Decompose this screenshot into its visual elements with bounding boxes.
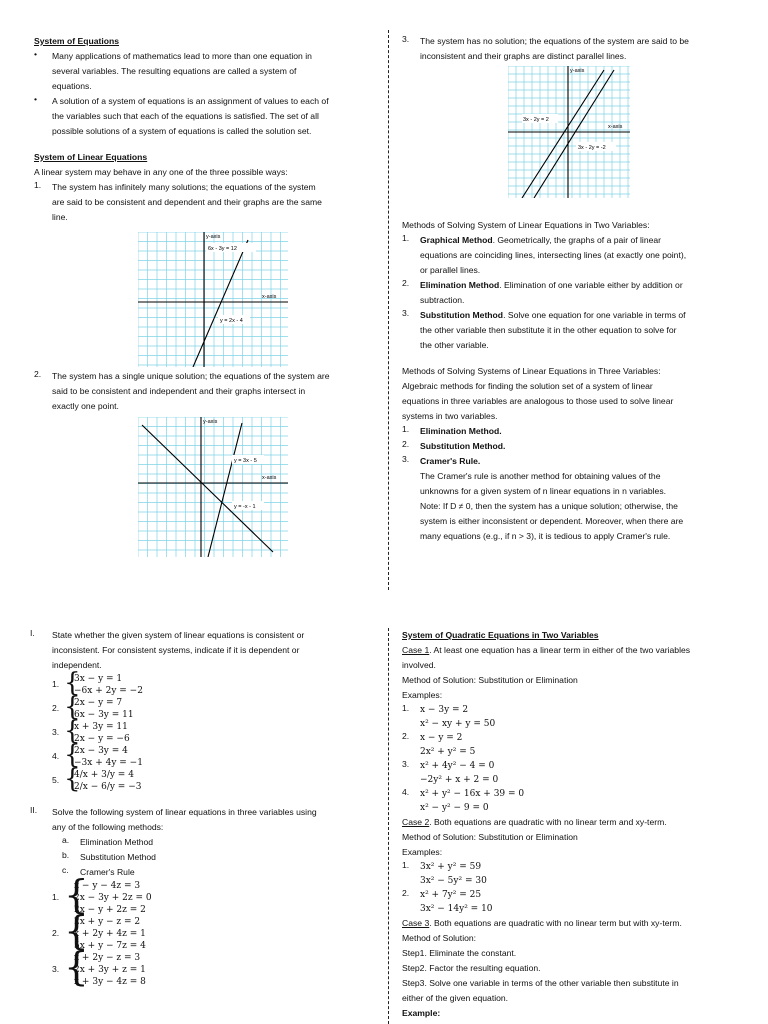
- case3-block: [402, 34, 742, 64]
- text-line: systems in two variables.: [402, 411, 498, 421]
- graph-parallel-lines: [508, 66, 630, 198]
- text-line: The system has infinitely many solutions; the equations of the system: [52, 182, 316, 192]
- case1-item: [34, 180, 374, 225]
- equation: x² + y² − 16x + 39 = 0: [420, 789, 525, 799]
- item-number: 2.: [402, 888, 410, 898]
- equation: 2/x − 6/y = −3: [74, 782, 142, 792]
- item-number: 3.: [402, 759, 410, 769]
- bullet-solution: [34, 94, 374, 139]
- item-number: I.: [30, 628, 35, 638]
- method-list: [62, 850, 380, 865]
- step-line: Step1. Eliminate the constant.: [402, 948, 517, 958]
- y-axis-label: y-axis: [206, 234, 221, 240]
- item-number: 4.: [402, 787, 410, 797]
- item-number: 1.: [402, 703, 410, 713]
- equation-system: [30, 716, 380, 746]
- item-number: 2.: [402, 731, 410, 741]
- brace: {: [64, 873, 89, 918]
- cramer-description: [402, 469, 748, 544]
- y-axis-label: y-axis: [570, 68, 585, 74]
- equation: −2y² + x + 2 = 0: [420, 775, 499, 785]
- equation-system: [30, 668, 380, 698]
- text-line: equations in three variables are analogous to those used to solve linear: [402, 396, 674, 406]
- equation: 3x² − 5y² = 30: [420, 876, 487, 886]
- method-name: Cramer's Rule: [80, 867, 135, 877]
- text-line: . Both equations are quadratic with no linear term and xy-term.: [429, 817, 667, 827]
- text-line: . Geometrically, the graphs of a pair of linear: [492, 235, 662, 245]
- item-number: 3.: [402, 454, 410, 464]
- equation-label: y = 3x - 5: [234, 458, 257, 464]
- text-line: possible solutions of a system of equations is called the solution set.: [52, 126, 312, 136]
- equation: 3x² − 14y² = 10: [420, 904, 493, 914]
- methods3-title: Methods of Solving Systems of Linear Equations in Three Variables:: [402, 366, 661, 376]
- method-substitution: [402, 308, 748, 353]
- text-line: are said to be consistent and dependent and their graphs are the same: [52, 197, 322, 207]
- text-line: . Solve one equation for one variable in terms of: [503, 310, 686, 320]
- equation-label: 3x - 2y = -2: [578, 145, 606, 151]
- item-number: 3.: [52, 727, 60, 737]
- equation: 2x − y = −6: [74, 734, 130, 744]
- text-line: The system has a single unique solution; the equations of the system are: [52, 371, 330, 381]
- equation: 2x − 3y = 4: [74, 746, 128, 756]
- equation: x² − y² − 9 = 0: [420, 803, 489, 813]
- x-axis-label: x-axis: [262, 294, 277, 300]
- item-letter: a.: [62, 835, 70, 845]
- method-name: Substitution Method: [420, 310, 504, 320]
- text-line: State whether the given system of linear equations is consistent or: [52, 630, 305, 640]
- item-number: 3.: [402, 34, 410, 44]
- exercises-section: [30, 628, 380, 988]
- graph-intersecting-lines: [138, 417, 290, 557]
- item-number: 2.: [52, 703, 60, 713]
- text-line: The system has no solution; the equations of the system are said to be: [420, 36, 689, 46]
- examples-label: Examples:: [402, 690, 443, 700]
- examples-label: Examples:: [402, 847, 443, 857]
- section-title-linear: System of Linear Equations: [34, 152, 148, 162]
- method-list: [62, 835, 380, 850]
- text-line: involved.: [402, 660, 436, 670]
- equation: x² − xy + y = 50: [420, 719, 496, 729]
- methods-two-variables: [402, 218, 748, 544]
- section-title-system-of-equations: System of Equations: [34, 36, 119, 46]
- example-item: [402, 731, 748, 759]
- line-graph: [534, 70, 614, 198]
- method-name: Elimination Method: [420, 280, 500, 290]
- example-item: [402, 888, 748, 916]
- text-line: the other variable.: [420, 340, 489, 350]
- text-line: many equations (e.g., if n > 3), it is tedious to apply Cramer's rule.: [420, 531, 671, 541]
- text-line: said to be consistent and independent and their graphs intersect in: [52, 386, 306, 396]
- item-number: 1.: [52, 892, 60, 902]
- equation: x + 2y − z = 3: [74, 953, 141, 963]
- y-axis-label: y-axis: [203, 419, 218, 425]
- equation: 3x² + y² = 59: [420, 862, 482, 872]
- bullet-dot: •: [34, 49, 38, 59]
- equation: 3x − y = 1: [74, 674, 123, 684]
- step-line: Step2. Factor the resulting equation.: [402, 963, 541, 973]
- brace: {: [64, 945, 89, 990]
- text-line: equations.: [52, 81, 92, 91]
- item-number: 3.: [402, 308, 410, 318]
- bullet-applications: [34, 49, 374, 94]
- text-line: exactly one point.: [52, 401, 119, 411]
- equation: x² + 7y² = 25: [420, 890, 482, 900]
- exercise-I-items: [30, 668, 380, 794]
- exercise-II-items: [30, 873, 380, 990]
- item-number: 2.: [52, 928, 60, 938]
- case2-block: [34, 369, 374, 414]
- text-line: several variables. The resulting equations are called a system of: [52, 66, 297, 76]
- exercise-II: [30, 805, 380, 880]
- text-line: system is either inconsistent or dependent. Moreover, when there are: [420, 516, 684, 526]
- equation: 6x − 3y = 11: [74, 710, 134, 720]
- quadratic-section: [402, 628, 748, 1021]
- equation-label: 6x - 3y = 12: [208, 246, 237, 252]
- methods2-title: Methods of Solving System of Linear Equations in Two Variables:: [402, 220, 650, 230]
- method-line: Method of Solution:: [402, 933, 477, 943]
- item-number: 1.: [52, 679, 60, 689]
- brace: {: [64, 692, 81, 722]
- case-label: Case 2: [402, 817, 430, 827]
- equation: 4/x + 3/y = 4: [74, 770, 134, 780]
- equation: −6x + 2y = −2: [74, 686, 143, 696]
- item-number: II.: [30, 805, 38, 815]
- item-number: 2.: [34, 369, 42, 379]
- column-divider-bottom: [388, 628, 389, 1024]
- text-line: inconsistent and their graphs are distinct parallel lines.: [420, 51, 627, 61]
- case1-examples: [402, 703, 748, 815]
- method-name: Cramer's Rule.: [420, 456, 481, 466]
- equation: x − y = 2: [420, 733, 463, 743]
- brace: {: [64, 764, 81, 794]
- case-label: Case 3: [402, 918, 430, 928]
- x-axis-label: x-axis: [262, 475, 277, 481]
- method-name: Substitution Method.: [420, 441, 506, 451]
- method-line: Method of Solution: Substitution or Elimination: [402, 832, 578, 842]
- item-number: 1.: [402, 860, 410, 870]
- item-letter: c.: [62, 865, 69, 875]
- method3-item: [402, 424, 748, 439]
- case2-examples: [402, 860, 748, 916]
- equation: x + 3y − 4z = 8: [74, 977, 146, 987]
- step-line: either of the given equation.: [402, 993, 509, 1003]
- text-line: Note: If D ≠ 0, then the system has a unique solution; otherwise, the: [420, 501, 678, 511]
- line-graph: [142, 425, 273, 552]
- text-line: the other variable then substitute it in the other equation to solve for: [420, 325, 677, 335]
- text-line: Many applications of mathematics lead to more than one equation in: [52, 51, 312, 61]
- equation: 2x + 3y + z = 1: [74, 965, 146, 975]
- line-graph: [522, 70, 604, 198]
- text-line: Solve the following system of linear equations in three variables using: [52, 807, 317, 817]
- quadratic-title: System of Quadratic Equations in Two Variables: [402, 630, 599, 640]
- equation: 5x + y − 7z = 4: [74, 941, 146, 951]
- line-graph: [208, 423, 242, 557]
- text-line: . Elimination of one variable either by addition or: [499, 280, 683, 290]
- text-line: Algebraic methods for finding the solution set of a system of linear: [402, 381, 653, 391]
- left-column-top: [34, 34, 374, 225]
- equation: x + 2y + 4z = 1: [74, 929, 146, 939]
- method-list: [62, 865, 380, 880]
- equation-system: [30, 764, 380, 794]
- item-number: 5.: [52, 775, 60, 785]
- brace: {: [64, 668, 81, 698]
- equation-system: [30, 740, 380, 770]
- example-label: Example:: [402, 1008, 441, 1018]
- case-label: Case 1: [402, 645, 430, 655]
- text-line: equations are coinciding lines, intersecting lines (at exactly one point),: [420, 250, 687, 260]
- example-item: [402, 860, 748, 888]
- text-line: A solution of a system of equations is an assignment of values to each of: [52, 96, 329, 106]
- item-number: 4.: [52, 751, 60, 761]
- item-number: 1.: [402, 424, 410, 434]
- item-number: 2.: [402, 439, 410, 449]
- text-line: . Both equations are quadratic with no linear term but with xy-term.: [429, 918, 682, 928]
- example-item: [402, 787, 748, 815]
- example-item: [402, 703, 748, 731]
- text-line: independent.: [52, 660, 102, 670]
- equation-label: 3x - 2y = 2: [523, 117, 549, 123]
- text-line: . At least one equation has a linear term in either of the two variables: [429, 645, 691, 655]
- bullet-dot: •: [34, 94, 38, 104]
- item-number: 2.: [402, 278, 410, 288]
- method-elimination: [402, 278, 748, 308]
- equation: 2x² + y² = 5: [420, 747, 476, 757]
- text-line: subtraction.: [420, 295, 465, 305]
- method-name: Elimination Method: [80, 837, 154, 847]
- item-number: 1.: [402, 233, 410, 243]
- method-name: Graphical Method: [420, 235, 493, 245]
- case2-item: [34, 369, 374, 414]
- case3-item: [402, 34, 742, 64]
- method-graphical: [402, 233, 748, 278]
- equation: 2x − y + 2z = 2: [74, 905, 146, 915]
- equation: −3x + 4y = −1: [74, 758, 143, 768]
- column-divider-top: [388, 30, 389, 590]
- example-item: [402, 759, 748, 787]
- item-number: 3.: [52, 964, 60, 974]
- item-letter: b.: [62, 850, 70, 860]
- text-line: the variables such that each of the equations is satisfied. The set of all: [52, 111, 319, 121]
- equation-system: [30, 692, 380, 722]
- x-axis-label: x-axis: [608, 124, 623, 130]
- equation: x² + 4y² − 4 = 0: [420, 761, 495, 771]
- equation-label: y = -x - 1: [234, 504, 256, 510]
- linear-intro: A linear system may behave in any one of the three possible ways:: [34, 167, 288, 177]
- method-line: Method of Solution: Substitution or Elimination: [402, 675, 578, 685]
- brace: {: [64, 740, 81, 770]
- method-name: Elimination Method.: [420, 426, 502, 436]
- text-line: any of the following methods:: [52, 822, 164, 832]
- equation: x − 3y = 2: [420, 705, 469, 715]
- equation: x − y − 4z = 3: [74, 881, 141, 891]
- equation-label: y = 2x - 4: [220, 318, 243, 324]
- line-graph: [193, 240, 248, 367]
- equation: 2x − 3y + 2z = 0: [74, 893, 152, 903]
- exercise-I: [30, 628, 380, 673]
- text-line: The Cramer's rule is another method for obtaining values of the: [420, 471, 661, 481]
- text-line: line.: [52, 212, 68, 222]
- brace: {: [64, 909, 89, 954]
- method3-item: [402, 439, 748, 454]
- method3-item: [402, 454, 748, 469]
- equation: 2x + y − z = 2: [74, 917, 141, 927]
- text-line: or parallel lines.: [420, 265, 481, 275]
- text-line: unknowns for a given system of n linear equations in n variables.: [420, 486, 667, 496]
- brace: {: [64, 716, 81, 746]
- equation: 2x − y = 7: [74, 698, 123, 708]
- text-line: inconsistent. For consistent systems, indicate if it is dependent or: [52, 645, 300, 655]
- step-line: Step3. Solve one variable in terms of the other variable then substitute in: [402, 978, 679, 988]
- graph-coinciding-lines: [138, 232, 290, 367]
- method-name: Substitution Method: [80, 852, 156, 862]
- item-number: 1.: [34, 180, 42, 190]
- equation: x + 3y = 11: [74, 722, 128, 732]
